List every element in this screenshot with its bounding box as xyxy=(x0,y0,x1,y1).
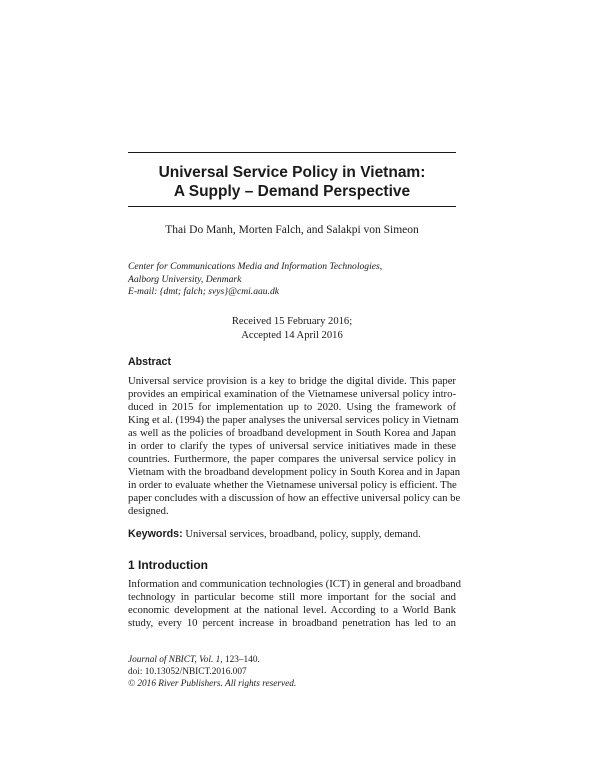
journal-name: Journal of NBICT, Vol. 1, xyxy=(128,655,223,665)
abstract-line: in order to clarify the types of universal service initiatives made in these xyxy=(128,440,456,452)
affiliation-line-1: Center for Communications Media and Information Technologies, xyxy=(128,261,383,272)
abstract-line: paper concludes with a discussion of how an effective universal policy can be xyxy=(128,492,461,504)
intro-line: technology in particular become still more important for the social and xyxy=(128,591,456,603)
title-rule-top xyxy=(128,152,456,153)
affiliation-line-2: Aalborg University, Denmark xyxy=(128,273,242,285)
introduction-heading: 1 Introduction xyxy=(128,558,208,572)
accepted-date: Accepted 14 April 2016 xyxy=(241,330,343,341)
abstract-line: designed. xyxy=(128,505,169,517)
abstract-line: duced in 2015 for implementation up to 2020. Using the framework of xyxy=(128,401,456,413)
paper-title-line-1: Universal Service Policy in Vietnam: xyxy=(158,164,426,181)
abstract-line: in order to evaluate whether the Vietnamese universal policy is efficient. The xyxy=(128,479,457,491)
journal-pages: 123–140. xyxy=(224,655,260,665)
intro-line: Information and communication technologies (ICT) in general and broadband xyxy=(128,578,461,590)
journal-citation xyxy=(128,654,458,666)
affiliation xyxy=(128,261,458,299)
paper-title-line-2: A Supply – Demand Perspective xyxy=(173,183,411,200)
keywords-label: Keywords: xyxy=(128,528,183,540)
intro-line: economic development at the national level. According to a World Bank xyxy=(128,604,456,616)
keywords xyxy=(128,528,458,540)
doi: doi: 10.13052/NBICT.2016.007 xyxy=(128,667,247,677)
title-rule-bottom xyxy=(128,206,456,207)
copyright: © 2016 River Publishers. All rights reserved. xyxy=(128,679,297,689)
intro-line: study, every 10 percent increase in broadband penetration has led to an xyxy=(128,617,456,629)
abstract-line: countries. Furthermore, the paper compares the universal service policy in xyxy=(128,453,456,465)
authors: Thai Do Manh, Morten Falch, and Salakpi von Simeon xyxy=(165,224,419,236)
affiliation-email: E-mail: {dmt; falch; svys}@cmi.aau.dk xyxy=(128,286,280,297)
abstract-line: provides an empirical examination of the Vietnamese universal policy intro- xyxy=(128,388,456,400)
abstract-line: King et al. (1994) the paper analyses the universal services policy in Vietnam xyxy=(128,414,459,426)
keywords-text: Universal services, broadband, policy, supply, demand. xyxy=(185,528,421,540)
abstract-line: Universal service provision is a key to bridge the digital divide. This paper xyxy=(128,375,456,387)
dates xyxy=(128,315,456,343)
received-date: Received 15 February 2016; xyxy=(231,316,353,327)
abstract-line: as well as the policies of broadband development in South Korea and Japan xyxy=(128,427,456,439)
abstract-heading: Abstract xyxy=(128,356,171,368)
abstract-line: Vietnam with the broadband development policy in South Korea and in Japan xyxy=(128,466,461,478)
footer xyxy=(128,654,458,690)
